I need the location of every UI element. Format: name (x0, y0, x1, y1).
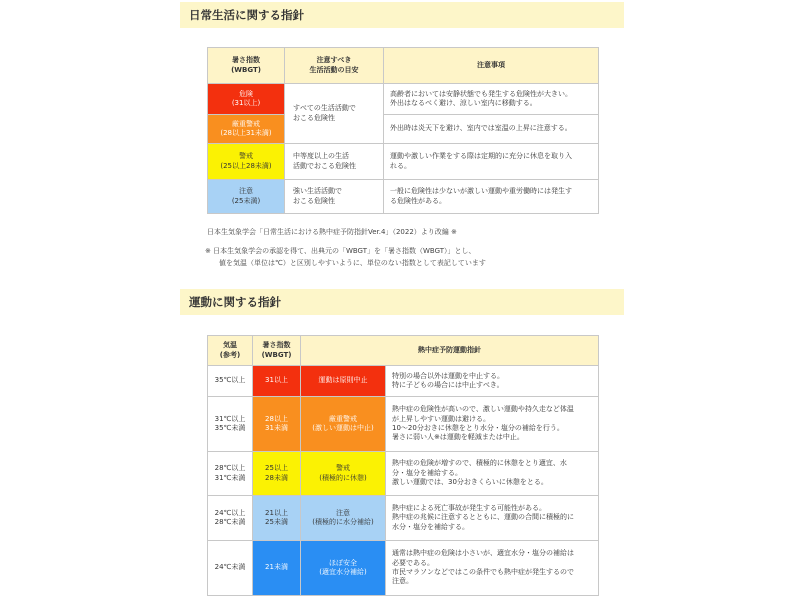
level-cell: 運動は原則中止 (301, 366, 386, 397)
wbgt-cell: 28以上 31未満 (253, 397, 301, 452)
footnote-line-2: 値を気温（単位は℃）と区別しやすいように、単位のない指数として表記しています (219, 259, 486, 267)
section-heading-daily-life: 日常生活に関する指針 (180, 2, 624, 28)
caution-severe: 外出時は炎天下を避け、室内では室温の上昇に注意する。 (384, 115, 599, 144)
advice-cell: 通常は熱中症の危険は小さいが、適宜水分・塩分の補給は 必要である。 市民マラソンなどではこの条件でも熱中症が発生するので 注意。 (386, 541, 599, 596)
source-citation: 日本生気象学会「日常生活における熱中症予防指針Ver.4」（2022）より改編 ※ (207, 228, 457, 236)
level-danger: 危険 (31以上) (208, 84, 285, 115)
wbgt-cell: 31以上 (253, 366, 301, 397)
caution-caution: 一般に危険性は少ないが激しい運動や重労働時には発生す る危険性がある。 (384, 180, 599, 214)
advice-cell: 熱中症による死亡事故が発生する可能性がある。 熱中症の兆候に注意するとともに、運動の合間に積極的に 水分・塩分を補給する。 (386, 496, 599, 541)
activity-moderate: 中等度以上の生活 活動でおこる危険性 (285, 144, 384, 180)
wbgt-cell: 21以上 25未満 (253, 496, 301, 541)
advice-cell: 特別の場合以外は運動を中止する。 特に子どもの場合には中止すべき。 (386, 366, 599, 397)
header-exercise-guideline: 熱中症予防運動指針 (301, 336, 599, 366)
level-cell: 注意 (積極的に水分補給) (301, 496, 386, 541)
level-cell: 厳重警戒 (激しい運動は中止) (301, 397, 386, 452)
advice-cell: 熱中症の危険が増すので、積極的に休憩をとり適宜、水 分・塩分を補給する。 激しい運動では、30分おきくらいに休憩をとる。 (386, 452, 599, 496)
level-cell: ほぼ安全 (適宜水分補給) (301, 541, 386, 596)
header-wbgt: 暑さ指数 (WBGT) (208, 48, 285, 84)
caution-warning: 運動や激しい作業をする際は定期的に充分に休息を取り入 れる。 (384, 144, 599, 180)
level-warning: 警戒 (25以上28未満) (208, 144, 285, 180)
header-activity: 注意すべき 生活活動の目安 (285, 48, 384, 84)
wbgt-cell: 21未満 (253, 541, 301, 596)
level-severe: 厳重警戒 (28以上31未満) (208, 115, 285, 144)
daily-life-guideline-table (207, 47, 599, 214)
advice-cell: 熱中症の危険性が高いので、激しい運動や持久走など体温 が上昇しやすい運動は避ける。 10～20分おきに休憩をとり水分・塩分の補給を行う。 暑さに弱い人※は運動を軽減または中止。 (386, 397, 599, 452)
temp-cell: 35℃以上 (208, 366, 253, 397)
temp-cell: 24℃以上 28℃未満 (208, 496, 253, 541)
temp-cell: 28℃以上 31℃未満 (208, 452, 253, 496)
level-cell: 警戒 (積極的に休憩) (301, 452, 386, 496)
caution-danger: 高齢者においては安静状態でも発生する危険性が大きい。 外出はなるべく避け、涼しい室内に移動する。 (384, 84, 599, 115)
exercise-guideline-table (207, 335, 599, 596)
header-wbgt: 暑さ指数 (WBGT) (253, 336, 301, 366)
level-caution: 注意 (25未満) (208, 180, 285, 214)
section-heading-exercise: 運動に関する指針 (180, 289, 624, 315)
wbgt-cell: 25以上 28未満 (253, 452, 301, 496)
activity-strong: 強い生活活動で おこる危険性 (285, 180, 384, 214)
header-temperature: 気温 (参考) (208, 336, 253, 366)
temp-cell: 31℃以上 35℃未満 (208, 397, 253, 452)
activity-all: すべての生活活動で おこる危険性 (285, 84, 384, 144)
header-cautions: 注意事項 (384, 48, 599, 84)
footnote-line-1: ※ 日本生気象学会の承認を得て、出典元の「WBGT」を「暑さ指数（WBGT）」とし、 (205, 247, 476, 255)
temp-cell: 24℃未満 (208, 541, 253, 596)
